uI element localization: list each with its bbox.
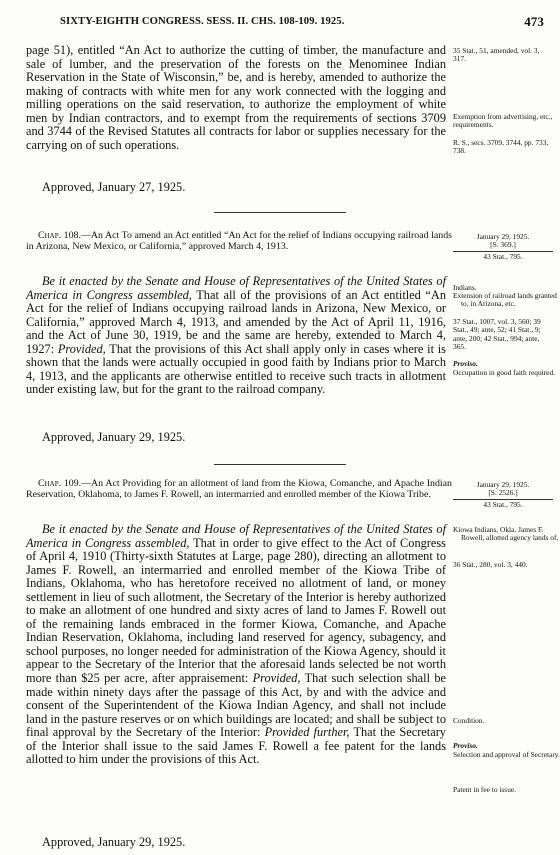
chap109-margin-kiowa: Kiowa Indians, Okla. James F. Rowell, allotted agency lands of. — [453, 525, 559, 543]
margin-note-exemption: Exemption from advertising, etc., requirements. — [453, 112, 553, 130]
chap108-label: Chap. 108. — [38, 230, 81, 241]
chap108-proviso-word: Provided, — [57, 341, 106, 356]
chap108-enacting-clause: Be it enacted by the Senate and House of Representatives of the United States of America in Congress assembled, — [26, 274, 446, 302]
chap109-approved: Approved, January 29, 1925. — [42, 835, 186, 849]
chap109-bill: [S. 2526.] — [488, 488, 518, 498]
margin-note-amended: 35 Stat., 51, amended, vol. 3, 317. — [453, 46, 540, 64]
section-separator — [214, 464, 346, 465]
chap108-margin-extension: Extension of railroad lands granted to, in Arizona, etc. — [453, 291, 557, 309]
chap108-margin-indians: Indians. — [453, 283, 477, 292]
chap108-body — [26, 275, 446, 397]
chap108-body-text-2: That the provisions of this Act shall apply only in cases where it is shown that the lands were actually occupied in good faith by Indians prior to March 4, 1913, and the applicants are otherwise entitled to receive such tracts in allotment under existing law, but for the grant to the railroad company. — [26, 341, 446, 397]
chap109-body — [26, 523, 446, 767]
continuation-paragraph — [26, 44, 446, 152]
chap108-title — [26, 230, 452, 252]
chap109-date-block — [453, 481, 553, 509]
chap108-margin-proviso: Proviso. — [453, 359, 478, 368]
chap108-date: January 29, 1925. — [476, 232, 530, 241]
chap109-margin-patent: Patent in fee to issue. — [453, 785, 517, 794]
chap109-title-text: —An Act Providing for an allotment of land from the Kiowa, Comanche, and Apache Indian Reservation, Oklahoma, to James F. Rowell, an intermarried and enrolled member of the Kiowa Tribe. — [26, 478, 452, 501]
chap109-body-text: That in order to give effect to the Act of Congress of April 4, 1910 (Thirty-sixth Statutes at Large, page 280), directing an allotment to James F. Rowell, an intermarried and enrolled member of the Kiowa Tribe of Indians, Oklahoma, who has heretofore received no allotment of land, or money settlement in lieu of such allotment, the Secretary of the Interior is hereby authorized to make an allotment of one hundred and sixty acres of land to James F. Rowell out of the remaining lands embraced in the former Kiowa, Comanche, and Apache Indian Reservation, Oklahoma, including land reserved for agency, subagency, and school purposes, no longer needed for administration of the Kiowa Agency, should it appear to the Secretary of the Interior that the aforesaid lands selected be not worth more than $25 per acre, after appraisement: — [26, 535, 446, 686]
chap109-proviso-further: Provided further, — [264, 725, 350, 740]
margin-note-revised-statutes: R. S., secs. 3709, 3744, pp. 733, 738. — [453, 138, 549, 156]
chap109-body-text-3: That the Secretary of the Interior shall issue to the said James F. Rowell a fee patent for the lands allotted to him under the provisions of this Act. — [26, 725, 446, 767]
chap108-approved: Approved, January 29, 1925. — [42, 430, 186, 444]
chap109-margin-proviso: Proviso. — [453, 741, 478, 750]
section-separator — [214, 212, 346, 213]
chap109-enacting-clause: Be it enacted by the Senate and House of Representatives of the United States of America in Congress assembled, — [26, 522, 446, 550]
chap108-margin-citations: 37 Stat., 1007, vol. 3, 560; 39 Stat., 49; ante, 52; 41 Stat., 9; ante, 200; 42 Stat., 994; ante, 365. — [453, 317, 541, 351]
chap108-date-block — [453, 233, 553, 261]
chap109-date: January 29, 1925. — [476, 480, 530, 489]
running-head — [26, 14, 546, 30]
chap109-label: Chap. 109. — [38, 478, 82, 489]
running-head-text: SIXTY-EIGHTH CONGRESS. SESS. II. CHS. 108-109. 1925. — [60, 16, 345, 27]
page-number: 473 — [524, 14, 544, 29]
chap109-body-text-2: That such selection shall be made within ninety days after the passage of this Act, by and with the advice and consent of the Superintendent of the Kiowa Indian Agency, and shall not include land in the pasture reserves or on which buildings are located; and shall be subject to final approval by the Secretary of the Interior: — [26, 671, 446, 740]
continuation-approved: Approved, January 27, 1925. — [42, 180, 186, 194]
chap109-margin-citation: 36 Stat., 280, vol. 3, 440. — [453, 560, 528, 569]
chap108-title-text: —An Act To amend an Act entitled “An Act for the relief of Indians occupying railroad lands in Arizona, New Mexico, or California,” approved March 4, 1913. — [26, 230, 452, 253]
chap109-margin-selection: Selection and approval of Secretary. — [453, 750, 560, 759]
chap108-public-note: 43 Stat., 795. — [453, 251, 553, 261]
chap109-public-note: 43 Stat., 795. — [453, 499, 553, 509]
continuation-text: page 51), entitled “An Act to authorize the cutting of timber, the manufacture and sale of lumber, and the preservation of the forests on the Menominee Indian Reservation in the State of Wisconsin,” be, and is hereby, amended to authorize the making of contracts with white men for any work connected with the logging and milling operations on the said reservation, to authorize the employment of white men by Indian contractors, and to exempt from the requirements of sections 3709 and 3744 of the Revised Statutes all contracts for labor or supplies necessary for the carrying on of such operations. — [26, 43, 446, 152]
chap109-title — [26, 478, 452, 500]
chap108-bill: [S. 369.] — [490, 240, 516, 250]
chap108-margin-occupation: Occupation in good faith required. — [453, 368, 556, 377]
chap109-proviso-word: Provided, — [252, 671, 301, 686]
chap108-body-text: That all of the provisions of an Act entitled “An Act for the relief of Indians occupying railroad lands in Arizona, New Mexico, or California,” approved March 4, 1913, and amended by the Act of April 11, 1916, and the Act of June 30, 1919, be and the same are hereby, extended to March 4, 1927: — [26, 287, 446, 356]
chap109-margin-condition: Condition. — [453, 716, 485, 725]
